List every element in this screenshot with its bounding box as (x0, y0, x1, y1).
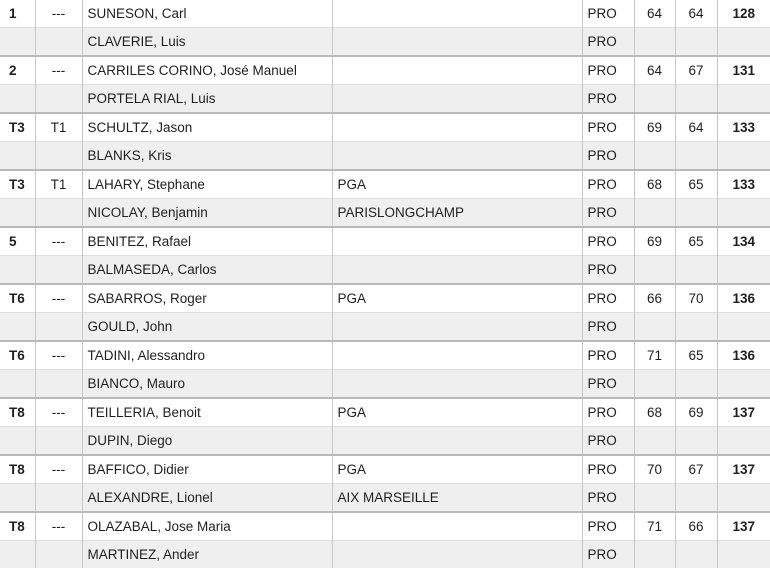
team-row-primary (0, 0, 770, 28)
team-row-partner (0, 256, 770, 285)
category-cell: PRO (582, 541, 634, 568)
round-1-score-cell: 64 (634, 0, 675, 28)
round-1-score-cell (634, 370, 675, 399)
movement-cell (35, 427, 82, 456)
position-cell (0, 199, 35, 228)
category-cell: PRO (582, 370, 634, 399)
movement-cell (35, 28, 82, 57)
category-cell: PRO (582, 113, 634, 142)
player-name-cell: ALEXANDRE, Lionel (82, 484, 332, 513)
movement-cell: --- (35, 398, 82, 427)
round-1-score-cell (634, 85, 675, 114)
movement-cell: --- (35, 227, 82, 256)
player-name-cell: GOULD, John (82, 313, 332, 342)
movement-cell: T1 (35, 113, 82, 142)
total-score-cell (717, 256, 770, 285)
club-cell (332, 227, 582, 256)
club-cell (332, 0, 582, 28)
position-cell (0, 370, 35, 399)
category-cell: PRO (582, 0, 634, 28)
round-1-score-cell: 64 (634, 56, 675, 85)
club-cell: PGA (332, 284, 582, 313)
player-name-cell: SCHULTZ, Jason (82, 113, 332, 142)
category-cell: PRO (582, 398, 634, 427)
position-cell: 2 (0, 56, 35, 85)
team-row-partner (0, 313, 770, 342)
round-2-score-cell: 69 (675, 398, 717, 427)
club-cell: PGA (332, 455, 582, 484)
position-cell: T8 (0, 455, 35, 484)
round-1-score-cell: 70 (634, 455, 675, 484)
round-2-score-cell (675, 541, 717, 568)
movement-cell (35, 256, 82, 285)
club-cell (332, 541, 582, 568)
club-cell (332, 512, 582, 541)
team-row-primary (0, 341, 770, 370)
round-2-score-cell: 67 (675, 56, 717, 85)
position-cell: T6 (0, 284, 35, 313)
team-row-primary (0, 512, 770, 541)
category-cell: PRO (582, 28, 634, 57)
total-score-cell: 131 (717, 56, 770, 85)
player-name-cell: BAFFICO, Didier (82, 455, 332, 484)
total-score-cell (717, 541, 770, 568)
category-cell: PRO (582, 199, 634, 228)
total-score-cell (717, 142, 770, 171)
player-name-cell: BALMASEDA, Carlos (82, 256, 332, 285)
category-cell: PRO (582, 484, 634, 513)
club-cell (332, 341, 582, 370)
player-name-cell: CLAVERIE, Luis (82, 28, 332, 57)
total-score-cell (717, 199, 770, 228)
team-row-primary (0, 170, 770, 199)
round-1-score-cell: 66 (634, 284, 675, 313)
team-row-primary (0, 227, 770, 256)
position-cell (0, 484, 35, 513)
movement-cell: --- (35, 56, 82, 85)
round-1-score-cell (634, 484, 675, 513)
team-row-primary (0, 284, 770, 313)
round-1-score-cell: 69 (634, 113, 675, 142)
club-cell (332, 370, 582, 399)
total-score-cell: 136 (717, 284, 770, 313)
team-row-partner (0, 427, 770, 456)
player-name-cell: CARRILES CORINO, José Manuel (82, 56, 332, 85)
position-cell (0, 28, 35, 57)
movement-cell: --- (35, 284, 82, 313)
movement-cell (35, 85, 82, 114)
movement-cell: --- (35, 512, 82, 541)
player-name-cell: BLANKS, Kris (82, 142, 332, 171)
round-2-score-cell: 64 (675, 0, 717, 28)
position-cell: T8 (0, 512, 35, 541)
round-1-score-cell (634, 142, 675, 171)
club-cell (332, 113, 582, 142)
player-name-cell: MARTINEZ, Ander (82, 541, 332, 568)
movement-cell: --- (35, 341, 82, 370)
total-score-cell (717, 370, 770, 399)
round-1-score-cell (634, 199, 675, 228)
player-name-cell: SABARROS, Roger (82, 284, 332, 313)
total-score-cell: 133 (717, 113, 770, 142)
round-2-score-cell: 66 (675, 512, 717, 541)
club-cell (332, 142, 582, 171)
round-2-score-cell: 65 (675, 227, 717, 256)
player-name-cell: BIANCO, Mauro (82, 370, 332, 399)
category-cell: PRO (582, 341, 634, 370)
round-1-score-cell (634, 313, 675, 342)
movement-cell: --- (35, 0, 82, 28)
player-name-cell: PORTELA RIAL, Luis (82, 85, 332, 114)
round-1-score-cell (634, 28, 675, 57)
position-cell (0, 427, 35, 456)
category-cell: PRO (582, 56, 634, 85)
round-2-score-cell: 70 (675, 284, 717, 313)
team-row-partner (0, 541, 770, 568)
movement-cell: --- (35, 455, 82, 484)
total-score-cell (717, 85, 770, 114)
team-row-primary (0, 398, 770, 427)
category-cell: PRO (582, 85, 634, 114)
position-cell: T3 (0, 170, 35, 199)
position-cell: T8 (0, 398, 35, 427)
round-2-score-cell (675, 28, 717, 57)
round-1-score-cell (634, 541, 675, 568)
category-cell: PRO (582, 142, 634, 171)
round-1-score-cell: 71 (634, 341, 675, 370)
category-cell: PRO (582, 455, 634, 484)
position-cell (0, 85, 35, 114)
round-1-score-cell: 69 (634, 227, 675, 256)
round-2-score-cell (675, 85, 717, 114)
round-2-score-cell (675, 370, 717, 399)
category-cell: PRO (582, 170, 634, 199)
category-cell: PRO (582, 227, 634, 256)
round-2-score-cell: 65 (675, 170, 717, 199)
round-1-score-cell: 68 (634, 170, 675, 199)
movement-cell (35, 199, 82, 228)
player-name-cell: NICOLAY, Benjamin (82, 199, 332, 228)
club-cell: AIX MARSEILLE (332, 484, 582, 513)
round-1-score-cell: 71 (634, 512, 675, 541)
player-name-cell: OLAZABAL, Jose Maria (82, 512, 332, 541)
player-name-cell: DUPIN, Diego (82, 427, 332, 456)
round-1-score-cell (634, 256, 675, 285)
player-name-cell: TADINI, Alessandro (82, 341, 332, 370)
team-row-partner (0, 85, 770, 114)
round-1-score-cell (634, 427, 675, 456)
movement-cell: T1 (35, 170, 82, 199)
category-cell: PRO (582, 427, 634, 456)
movement-cell (35, 541, 82, 568)
total-score-cell (717, 484, 770, 513)
club-cell (332, 256, 582, 285)
team-row-partner (0, 199, 770, 228)
player-name-cell: BENITEZ, Rafael (82, 227, 332, 256)
position-cell (0, 142, 35, 171)
movement-cell (35, 484, 82, 513)
movement-cell (35, 370, 82, 399)
position-cell: T6 (0, 341, 35, 370)
round-2-score-cell (675, 484, 717, 513)
club-cell: PGA (332, 398, 582, 427)
team-row-partner (0, 484, 770, 513)
position-cell (0, 256, 35, 285)
team-row-partner (0, 28, 770, 57)
club-cell (332, 85, 582, 114)
category-cell: PRO (582, 256, 634, 285)
team-row-primary (0, 113, 770, 142)
club-cell (332, 56, 582, 85)
club-cell: PARISLONGCHAMP (332, 199, 582, 228)
category-cell: PRO (582, 313, 634, 342)
team-row-partner (0, 370, 770, 399)
round-1-score-cell: 68 (634, 398, 675, 427)
total-score-cell (717, 313, 770, 342)
total-score-cell: 137 (717, 512, 770, 541)
club-cell (332, 313, 582, 342)
position-cell (0, 541, 35, 568)
category-cell: PRO (582, 284, 634, 313)
total-score-cell: 136 (717, 341, 770, 370)
team-row-primary (0, 455, 770, 484)
round-2-score-cell: 67 (675, 455, 717, 484)
movement-cell (35, 142, 82, 171)
position-cell: 5 (0, 227, 35, 256)
round-2-score-cell (675, 427, 717, 456)
player-name-cell: LAHARY, Stephane (82, 170, 332, 199)
club-cell: PGA (332, 170, 582, 199)
total-score-cell: 137 (717, 455, 770, 484)
total-score-cell: 137 (717, 398, 770, 427)
round-2-score-cell (675, 313, 717, 342)
total-score-cell: 134 (717, 227, 770, 256)
player-name-cell: SUNESON, Carl (82, 0, 332, 28)
round-2-score-cell (675, 142, 717, 171)
round-2-score-cell (675, 199, 717, 228)
total-score-cell: 128 (717, 0, 770, 28)
player-name-cell: TEILLERIA, Benoit (82, 398, 332, 427)
position-cell (0, 313, 35, 342)
movement-cell (35, 313, 82, 342)
club-cell (332, 427, 582, 456)
round-2-score-cell (675, 256, 717, 285)
round-2-score-cell: 65 (675, 341, 717, 370)
category-cell: PRO (582, 512, 634, 541)
position-cell: T3 (0, 113, 35, 142)
team-row-primary (0, 56, 770, 85)
position-cell: 1 (0, 0, 35, 28)
total-score-cell: 133 (717, 170, 770, 199)
total-score-cell (717, 427, 770, 456)
club-cell (332, 28, 582, 57)
team-row-partner (0, 142, 770, 171)
round-2-score-cell: 64 (675, 113, 717, 142)
total-score-cell (717, 28, 770, 57)
